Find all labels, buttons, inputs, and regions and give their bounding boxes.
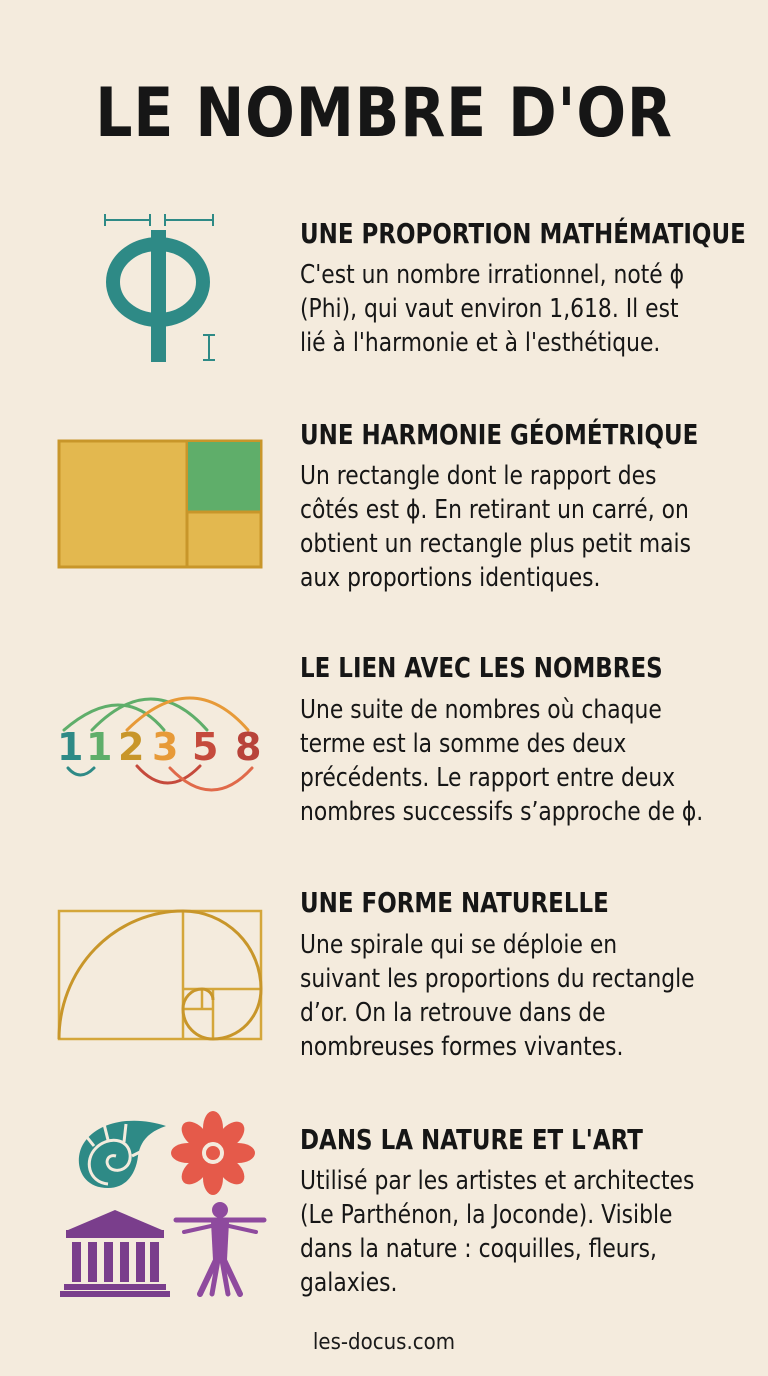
section-heading: UNE PROPORTION MATHÉMATIQUE (300, 217, 746, 250)
page-title: LE NOMBRE D'OR (95, 74, 673, 153)
footer-source: les-docus.com (312, 1330, 456, 1355)
fibonacci-number: 5 (192, 725, 219, 769)
section-proportion (0, 200, 768, 380)
fibonacci-number: 1 (57, 725, 84, 769)
section-heading: DANS LA NATURE ET L'ART (300, 1123, 643, 1156)
phi-icon (95, 210, 235, 380)
flower-icon (168, 1108, 258, 1198)
section-body: Une suite de nombres où chaque terme est la somme des deux précédents. Le rapport entre deux nombres successifs s’approche de ϕ. (300, 695, 704, 827)
nature-art-icons (60, 1112, 270, 1302)
section-nature-art (0, 1112, 768, 1312)
fibonacci-number: 3 (152, 725, 179, 769)
fibonacci-number: 1 (86, 725, 113, 769)
fibonacci-sequence-icon (52, 674, 272, 824)
vitruvian-man-icon (170, 1198, 270, 1298)
section-geometrie (0, 415, 768, 605)
section-body: Utilisé par les artistes et architectes (Le Parthénon, la Joconde). Visible dans la nature : coquilles, fleurs, galaxies. (300, 1166, 695, 1298)
section-heading: LE LIEN AVEC LES NOMBRES (300, 651, 663, 684)
fibonacci-number: 8 (235, 725, 262, 769)
parthenon-icon (60, 1208, 170, 1298)
section-body: Une spirale qui se déploie en suivant les proportions du rectangle d’or. On la retrouve dans de nombreuses formes vivantes. (300, 930, 695, 1062)
section-heading: UNE FORME NATURELLE (300, 886, 609, 919)
golden-rectangle-icon (57, 439, 267, 574)
section-forme (0, 885, 768, 1075)
section-body: Un rectangle dont le rapport des côtés est ϕ. En retirant un carré, on obtient un rectangle plus petit mais aux proportions identiques. (300, 461, 691, 593)
section-heading: UNE HARMONIE GÉOMÉTRIQUE (300, 418, 699, 451)
fibonacci-number: 2 (118, 725, 145, 769)
section-nombres (0, 650, 768, 840)
nautilus-shell-icon (68, 1112, 168, 1192)
golden-spiral-icon (57, 909, 267, 1044)
section-body: C'est un nombre irrationnel, noté ϕ (Phi), qui vaut environ 1,618. Il est lié à l'harmonie et à l'esthétique. (300, 260, 685, 358)
